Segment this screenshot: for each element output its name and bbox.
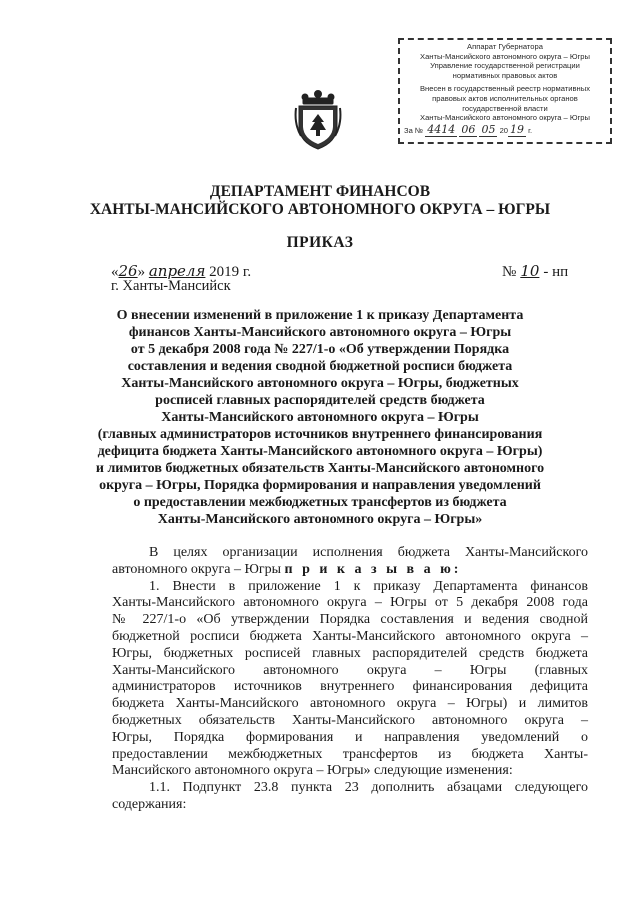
paragraph-1-line: 1. Внести в приложение 1 к приказу Департамента финансов xyxy=(149,578,588,594)
stamp-line: Управление государственной регистрации xyxy=(430,61,580,71)
date-quote-open: « xyxy=(111,264,119,280)
stamp-reg-year-prefix: 20 xyxy=(499,125,509,135)
order-number xyxy=(502,262,568,281)
paragraph-1-line: предоставлении межбюджетных трансфертов из бюджета Ханты- xyxy=(112,746,588,762)
stamp-reg-prefix: За № xyxy=(404,125,424,135)
subject-line: и лимитов бюджетных обязательств Ханты-Мансийского автономного xyxy=(95,461,545,476)
order-number-prefix: № xyxy=(502,264,517,280)
stamp-reg-suffix: г. xyxy=(528,125,533,135)
stamp-reg-year: 19 xyxy=(510,122,525,136)
stamp-line: нормативных правовых актов xyxy=(452,70,558,80)
stamp-line: государственной власти xyxy=(462,103,548,113)
order-day: 26 xyxy=(118,262,138,280)
registration-stamp xyxy=(398,38,612,144)
stamp-line: Внесен в государственный реестр нормативных xyxy=(419,84,591,94)
document-type: ПРИКАЗ xyxy=(286,234,354,251)
order-month: апреля xyxy=(148,262,206,280)
order-city: г. Ханты-Мансийск xyxy=(111,278,231,294)
paragraph-1-line: Ханты-Мансийского автономного округа – Югры от 5 декабря 2008 года xyxy=(112,595,588,611)
subject-line: финансов Ханты-Мансийского автономного округа – Югры xyxy=(128,325,512,340)
subject-line: росписей главных распорядителей средств бюджета xyxy=(155,393,485,408)
order-word: п р и к а з ы в а ю: xyxy=(284,561,462,577)
subject-line: от 5 декабря 2008 года № 227/1-о «Об утверждении Порядка xyxy=(130,342,510,357)
stamp-reg-day: 06 xyxy=(461,122,476,136)
preamble-line: В целях организации исполнения бюджета Ханты-Мансийского xyxy=(149,545,588,560)
subject-line: Ханты-Мансийского автономного округа – Югры, бюджетных xyxy=(121,376,519,391)
subject-line: округа – Югры, Порядка формирования и направления уведомлений xyxy=(99,478,541,493)
subject-line: (главных администраторов источников внутреннего финансирования xyxy=(97,427,543,442)
paragraph-1-line: бюджетных обязательств Ханты-Мансийского автономного округа – xyxy=(112,712,588,728)
order-subject xyxy=(0,307,640,528)
department-line2: ХАНТЫ-МАНСИЙСКОГО АВТОНОМНОГО ОКРУГА – ЮГРЫ xyxy=(89,201,551,218)
paragraph-1-line: № 227/1-о «Об утверждении Порядка составления и ведения сводной xyxy=(112,612,588,628)
order-body xyxy=(112,545,588,814)
subject-line: Ханты-Мансийского автономного округа – Югры» xyxy=(157,512,483,527)
stamp-line: Ханты-Мансийского автономного округа – Югры xyxy=(420,113,590,123)
order-number-value: 10 xyxy=(520,262,540,280)
stamp-reg-number: 4414 xyxy=(427,122,456,136)
paragraph-1-line: Мансийского автономного округа – Югры» следующие изменения: xyxy=(112,763,513,779)
paragraph-1-line: бюджетной росписи бюджета Ханты-Мансийского автономного округа – xyxy=(112,628,588,644)
subject-line: О внесении изменений в приложение 1 к приказу Департамента xyxy=(116,308,524,323)
stamp-line: правовых актов исполнительных органов xyxy=(432,93,578,103)
department-line1: ДЕПАРТАМЕНТ ФИНАНСОВ xyxy=(209,183,431,200)
paragraph-1-line: Ханты-Мансийского автономного округа – Югры (главных xyxy=(112,662,588,678)
preamble-line xyxy=(112,562,588,579)
stamp-reg-month: 05 xyxy=(481,122,496,136)
paragraph-1-1-line: содержания: xyxy=(112,796,187,812)
subject-line: дефицита бюджета Ханты-Мансийского автономного округа – Югры) xyxy=(97,444,543,459)
stamp-registration-row xyxy=(404,122,606,136)
paragraph-1-line: администраторов источников внутреннего финансирования дефицита xyxy=(112,679,588,695)
subject-line: составления и ведения сводной бюджетной росписи бюджета xyxy=(127,359,513,374)
preamble-text: автономного округа – Югры xyxy=(112,561,281,577)
stamp-line: Ханты-Мансийского автономного округа – Югры xyxy=(420,51,590,61)
order-number-suffix: - нп xyxy=(543,264,569,280)
order-year: 2019 г. xyxy=(209,264,252,280)
paragraph-1-line: бюджета Ханты-Мансийского автономного округа – Югры) и лимитов xyxy=(112,696,588,712)
date-quote-close: » xyxy=(137,264,146,280)
subject-line: Ханты-Мансийского автономного округа – Югры xyxy=(161,410,479,425)
paragraph-1-line: Югры, бюджетных росписей главных распорядителей средств бюджета xyxy=(112,645,588,661)
subject-line: о предоставлении межбюджетных трансфертов из бюджета xyxy=(133,495,507,510)
paragraph-1-1-line: 1.1. Подпункт 23.8 пункта 23 дополнить абзацами следующего xyxy=(149,780,588,796)
paragraph-1-line: Югры, Порядка формирования и направления уведомлений о xyxy=(112,729,588,745)
department-name xyxy=(0,183,640,219)
stamp-line: Аппарат Губернатора xyxy=(467,42,543,51)
coat-of-arms-icon xyxy=(293,88,343,152)
